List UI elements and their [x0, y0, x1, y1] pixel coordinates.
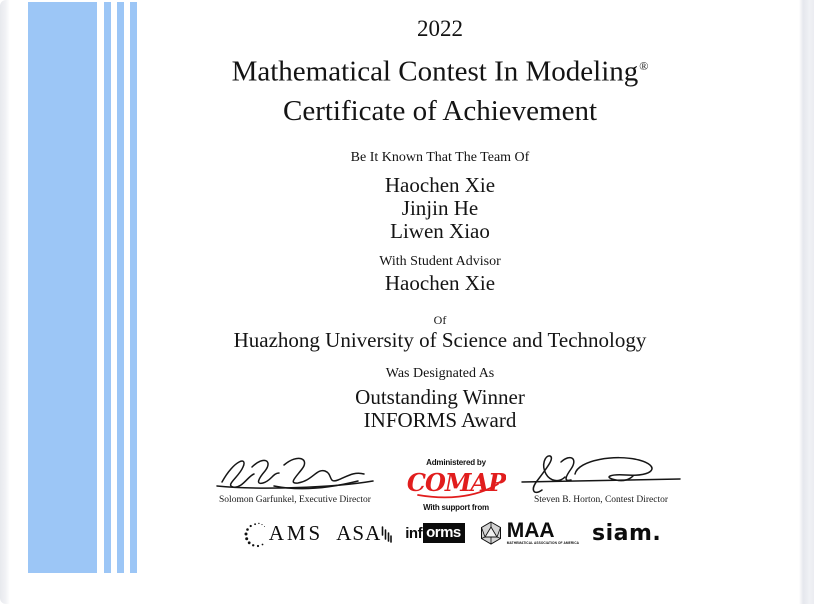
- certificate-content: [66, 0, 814, 546]
- team-intro-label: Be It Known That The Team Of: [350, 149, 530, 165]
- of-label: Of: [433, 312, 447, 327]
- maa-logo: [478, 520, 579, 546]
- designation-line-2: INFORMS Award: [363, 407, 517, 432]
- certificate-year: 2022: [417, 16, 463, 41]
- team-member-name-3: Liwen Xiao: [390, 218, 490, 243]
- maa-caption: MATHEMATICAL ASSOCIATION OF AMERICA: [506, 540, 580, 545]
- siam-label: siam.: [592, 520, 662, 546]
- maa-text-block: [506, 518, 580, 545]
- signature-label-left: Solomon Garfunkel, Executive Director: [219, 495, 371, 505]
- certificate-title-text: Mathematical Contest In Modeling: [231, 55, 639, 88]
- administered-by-label: Administered by: [426, 458, 486, 467]
- signature-label-right: Steven B. Horton, Contest Director: [533, 495, 669, 505]
- team-member-name-1: Haochen Xie: [384, 172, 496, 197]
- designation-intro-label: Was Designated As: [385, 365, 495, 381]
- advisor-name: Haochen Xie: [384, 270, 496, 295]
- informs-suffix: orms: [423, 523, 465, 543]
- signature-row: [66, 448, 814, 520]
- institution-name: Huazhong University of Science and Technology: [233, 327, 647, 352]
- support-from-label: With support from: [423, 503, 489, 512]
- asa-label: ASA: [336, 520, 382, 545]
- signature-block-left: [212, 452, 378, 506]
- certificate-subtitle: Certificate of Achievement: [282, 94, 598, 127]
- advisor-intro-label: With Student Advisor: [379, 253, 501, 269]
- comap-block: [400, 458, 512, 512]
- team-member-name-2: Jinjin He: [401, 195, 479, 220]
- asa-logo: [336, 521, 392, 546]
- ams-logo: [243, 518, 324, 548]
- garfunkel-signature-icon: [212, 452, 378, 494]
- horton-signature-icon: [518, 450, 684, 494]
- designation-line-1: Outstanding Winner: [355, 384, 525, 409]
- ams-arc-icon: [243, 518, 267, 548]
- maa-label: MAA: [506, 518, 555, 542]
- informs-logo: [405, 523, 465, 543]
- comap-wordmark: COMAP: [406, 470, 506, 497]
- comap-logo: [406, 470, 506, 500]
- signature-block-right: [518, 450, 684, 506]
- registered-mark: ®: [639, 59, 649, 73]
- sponsor-logos-row: [78, 516, 814, 550]
- maa-icosahedron-icon: [478, 520, 504, 546]
- asa-mark-icon: [381, 523, 392, 543]
- certificate-title: [66, 48, 814, 90]
- siam-logo: [592, 521, 661, 546]
- ams-label: AMS: [268, 520, 324, 545]
- informs-prefix: inf: [405, 524, 423, 542]
- page-left-edge: [0, 0, 10, 604]
